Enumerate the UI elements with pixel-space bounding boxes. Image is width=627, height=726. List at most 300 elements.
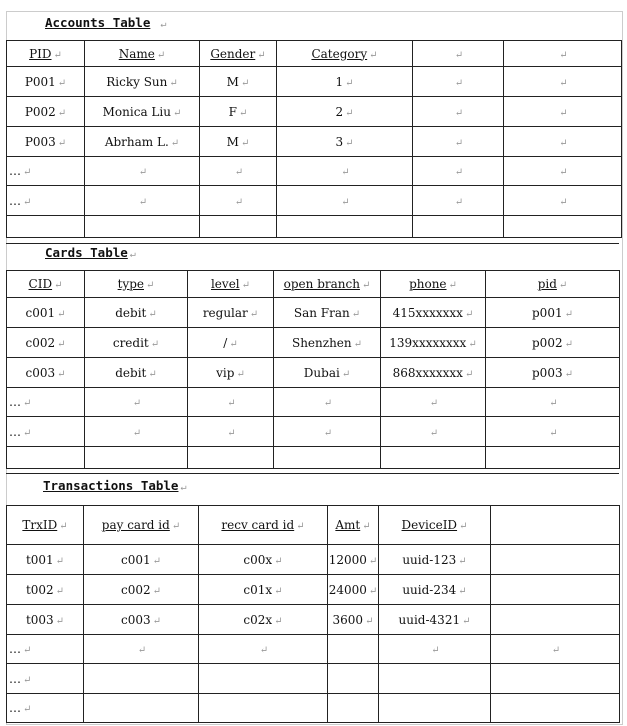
table-header-cell (84, 506, 199, 545)
paragraph-mark-icon: ↵ (146, 280, 155, 291)
paragraph-mark-icon: ↵ (57, 107, 67, 119)
table-cell (7, 216, 85, 238)
paragraph-mark-icon: ↵ (57, 137, 67, 149)
table-cell (85, 186, 200, 216)
paragraph-mark-icon: ↵ (234, 196, 244, 208)
paragraph-mark-icon: ↵ (172, 107, 182, 119)
paragraph-mark-icon: ↵ (234, 167, 244, 178)
paragraph-mark-icon: ↵ (454, 167, 464, 178)
table-cell (199, 545, 328, 575)
paragraph-mark-icon: ↵ (362, 521, 371, 532)
table-cell (188, 447, 274, 469)
table-row (7, 417, 620, 447)
accounts-table (6, 40, 622, 238)
table-cell (379, 545, 491, 575)
paragraph-mark-icon: ↵ (57, 308, 66, 320)
cell-text: c02x (243, 612, 273, 627)
cell-text: Monica Liu (102, 104, 171, 119)
cell-text: San Fran (293, 305, 350, 320)
paragraph-mark-icon: ↵ (23, 645, 32, 656)
cell-text: c00x (243, 552, 273, 567)
paragraph-mark-icon: ↵ (559, 77, 568, 89)
cell-text: t002 (25, 582, 54, 597)
table-cell (7, 388, 85, 417)
table-cell (7, 127, 85, 157)
table-cell (413, 157, 504, 186)
cell-text: c002 (120, 582, 151, 597)
cell-text: / (223, 335, 228, 350)
paragraph-mark-icon: ↵ (259, 645, 269, 656)
table-cell (84, 694, 199, 723)
accounts-table-title: Accounts Table ↵ (45, 15, 167, 30)
cell-text: … (9, 193, 21, 208)
table-cell (85, 157, 200, 186)
paragraph-mark-icon: ↵ (341, 196, 350, 208)
paragraph-mark-icon: ↵ (464, 308, 474, 320)
paragraph-mark-icon: ↵ (152, 585, 161, 597)
cell-text: DeviceID (401, 518, 458, 532)
table-cell (7, 97, 85, 127)
table-cell (486, 447, 620, 469)
cell-text: c001 (120, 552, 151, 567)
table-cell (381, 417, 486, 447)
table-cell (504, 157, 622, 186)
paragraph-mark-icon: ↵ (274, 615, 283, 627)
cell-text: uuid-123 (402, 552, 457, 567)
paragraph-mark-icon: ↵ (138, 167, 148, 178)
table-cell (200, 97, 277, 127)
paragraph-mark-icon: ↵ (171, 521, 181, 532)
table-cell (277, 186, 413, 216)
table-row (7, 67, 622, 97)
table-cell (7, 447, 85, 469)
cards-table (6, 270, 620, 469)
table-cell (7, 67, 85, 97)
table-cell (85, 216, 200, 238)
table-cell (381, 358, 486, 388)
table-row (7, 157, 622, 186)
table-cell (7, 328, 85, 358)
table-cell (188, 417, 274, 447)
paragraph-mark-icon: ↵ (169, 77, 178, 89)
table-cell (491, 605, 620, 635)
paragraph-mark-icon: ↵ (55, 585, 65, 597)
paragraph-mark-icon: ↵ (341, 368, 351, 380)
cell-text: TrxID (22, 518, 58, 532)
paragraph-mark-icon: ↵ (152, 555, 161, 567)
paragraph-mark-icon: ↵ (238, 107, 248, 119)
paragraph-mark-icon: ↵ (353, 338, 363, 350)
table-cell (486, 388, 620, 417)
paragraph-mark-icon: ↵ (132, 427, 142, 439)
paragraph-mark-icon: ↵ (365, 615, 374, 627)
cell-text: c002 (25, 335, 56, 350)
paragraph-mark-icon: ↵ (558, 280, 568, 291)
cell-text: open branch (283, 277, 360, 291)
cell-text: p003 (532, 365, 563, 380)
table-cell (84, 664, 199, 694)
table-cell (486, 298, 620, 328)
cell-text: 12000 (328, 552, 367, 567)
cell-text: uuid-4321 (398, 612, 461, 627)
table-row (7, 298, 620, 328)
paragraph-mark-icon: ↵ (54, 280, 63, 291)
paragraph-mark-icon: ↵ (454, 77, 464, 89)
table-cell (277, 97, 413, 127)
table-cell (381, 298, 486, 328)
cell-text: pay card id (101, 518, 170, 532)
table-cell (7, 694, 84, 723)
paragraph-mark-icon: ↵ (23, 398, 32, 409)
table-header-cell (199, 506, 328, 545)
table-cell (85, 358, 188, 388)
cell-text: vip (216, 365, 235, 380)
paragraph-mark-icon: ↵ (564, 368, 573, 380)
paragraph-mark-icon: ↵ (551, 645, 561, 656)
paragraph-mark-icon: ↵ (459, 521, 468, 532)
cell-text: 868xxxxxxx (392, 365, 463, 380)
paragraph-mark-icon: ↵ (549, 398, 558, 409)
paragraph-mark-icon: ↵ (150, 338, 160, 350)
table-row (7, 694, 620, 723)
cards-table-title: Cards Table ↵ (45, 245, 136, 260)
paragraph-mark-icon: ↵ (257, 49, 266, 61)
paragraph-mark-icon: ↵ (23, 167, 32, 178)
table-row (7, 545, 620, 575)
table-cell (413, 67, 504, 97)
paragraph-mark-icon: ↵ (559, 167, 568, 178)
table-cell (274, 328, 381, 358)
paragraph-mark-icon: ↵ (57, 338, 66, 350)
table-cell (379, 575, 491, 605)
table-header-cell (486, 271, 620, 298)
table-row (7, 605, 620, 635)
cell-text: Amt (335, 518, 361, 532)
table-cell (277, 157, 413, 186)
table-header-cell (491, 506, 620, 545)
cell-text: Ricky Sun (106, 74, 168, 89)
paragraph-mark-icon: ↵ (549, 427, 558, 439)
cell-text: 1 (335, 74, 344, 89)
table-cell (85, 388, 188, 417)
cell-text: Abrham L. (104, 134, 169, 149)
table-cell (486, 417, 620, 447)
table-cell (7, 664, 84, 694)
cell-text: P003 (24, 134, 56, 149)
cell-text: M (226, 74, 239, 89)
table-cell (199, 575, 328, 605)
table-cell (85, 328, 188, 358)
paragraph-mark-icon: ↵ (559, 49, 568, 61)
paragraph-mark-icon: ↵ (429, 398, 439, 409)
table-header-cell (7, 41, 85, 67)
table-cell (7, 545, 84, 575)
cell-text: t003 (25, 612, 54, 627)
cell-text: Name (118, 46, 155, 61)
paragraph-mark-icon: ↵ (23, 674, 32, 686)
table-row (7, 127, 622, 157)
table-cell (199, 635, 328, 664)
table-cell (328, 635, 379, 664)
cell-text: c001 (25, 305, 56, 320)
paragraph-mark-icon: ↵ (345, 107, 354, 119)
paragraph-mark-icon: ↵ (464, 368, 474, 380)
paragraph-mark-icon: ↵ (57, 368, 66, 380)
table-cell (84, 635, 199, 664)
table-cell (188, 358, 274, 388)
table-cell (486, 328, 620, 358)
table-cell (277, 216, 413, 238)
table-cell (491, 664, 620, 694)
table-cell (277, 127, 413, 157)
paragraph-mark-icon: ↵ (323, 427, 333, 439)
cell-text: t001 (25, 552, 54, 567)
paragraph-mark-icon: ↵ (564, 308, 573, 320)
table-cell (84, 545, 199, 575)
table-cell (199, 694, 328, 723)
section-divider (6, 243, 619, 244)
paragraph-mark-icon: ↵ (559, 137, 568, 149)
cell-text: Shenzhen (291, 335, 352, 350)
transactions-table (6, 505, 620, 723)
table-cell (381, 328, 486, 358)
paragraph-mark-icon: ↵ (559, 196, 568, 208)
paragraph-mark-icon: ↵ (296, 521, 305, 532)
table-cell (381, 388, 486, 417)
cell-text: credit (112, 335, 149, 350)
table-header-cell (504, 41, 622, 67)
paragraph-mark-icon: ↵ (23, 196, 32, 208)
paragraph-mark-icon: ↵ (249, 308, 259, 320)
cell-text: Dubai (303, 365, 340, 380)
table-header-cell (413, 41, 504, 67)
table-row (7, 97, 622, 127)
transactions-table-title: Transactions Table ↵ (43, 478, 187, 493)
table-header-cell (188, 271, 274, 298)
table-cell (328, 545, 379, 575)
cell-text: … (9, 424, 21, 439)
cell-text: Gender (210, 46, 256, 61)
paragraph-mark-icon: ↵ (454, 107, 464, 119)
cell-text: 3600 (332, 612, 364, 627)
cell-text: F (228, 104, 237, 119)
paragraph-mark-icon: ↵ (274, 555, 283, 567)
paragraph-mark-icon: ↵ (341, 167, 350, 178)
paragraph-mark-icon: ↵ (160, 19, 167, 30)
section-divider (6, 473, 619, 474)
table-cell (504, 186, 622, 216)
table-cell (491, 694, 620, 723)
cell-text: debit (115, 365, 147, 380)
paragraph-mark-icon: ↵ (180, 482, 187, 493)
table-cell (379, 664, 491, 694)
table-row (7, 447, 620, 469)
paragraph-mark-icon: ↵ (454, 137, 464, 149)
paragraph-mark-icon: ↵ (323, 398, 333, 409)
table-cell (274, 388, 381, 417)
table-header-row (7, 41, 622, 67)
table-cell (379, 605, 491, 635)
paragraph-mark-icon: ↵ (236, 368, 245, 380)
table-header-cell (7, 271, 85, 298)
table-cell (328, 575, 379, 605)
table-cell (85, 298, 188, 328)
table-cell (328, 605, 379, 635)
table-header-cell (85, 41, 200, 67)
table-header-cell (200, 41, 277, 67)
paragraph-mark-icon: ↵ (132, 398, 142, 409)
table-cell (491, 575, 620, 605)
table-cell (7, 575, 84, 605)
cell-text: CID (28, 277, 53, 291)
paragraph-mark-icon: ↵ (369, 49, 378, 61)
table-cell (328, 694, 379, 723)
cell-text: … (9, 164, 21, 178)
table-cell (379, 635, 491, 664)
cell-text: recv card id (221, 518, 295, 532)
table-header-row (7, 271, 620, 298)
paragraph-mark-icon: ↵ (55, 555, 65, 567)
cell-text: 139xxxxxxxx (389, 335, 467, 350)
paragraph-mark-icon: ↵ (274, 585, 283, 597)
cell-text: pid (537, 277, 557, 291)
table-cell (413, 186, 504, 216)
paragraph-mark-icon: ↵ (240, 77, 250, 89)
cell-text: … (9, 395, 21, 409)
cell-text: P002 (24, 104, 56, 119)
table-cell (274, 447, 381, 469)
table-cell (413, 216, 504, 238)
cell-text: level (210, 277, 240, 291)
table-header-cell (85, 271, 188, 298)
cell-text: M (226, 134, 239, 149)
paragraph-mark-icon: ↵ (137, 645, 147, 656)
cell-text: 415xxxxxxx (392, 305, 463, 320)
paragraph-mark-icon: ↵ (57, 77, 67, 89)
table-cell (381, 447, 486, 469)
table-cell (413, 97, 504, 127)
paragraph-mark-icon: ↵ (458, 555, 467, 567)
table-header-cell (274, 271, 381, 298)
paragraph-mark-icon: ↵ (53, 49, 62, 61)
table-cell (7, 417, 85, 447)
paragraph-mark-icon: ↵ (152, 615, 161, 627)
table-cell (7, 298, 85, 328)
paragraph-mark-icon: ↵ (241, 280, 251, 291)
table-cell (486, 358, 620, 388)
table-cell (504, 97, 622, 127)
paragraph-mark-icon: ↵ (468, 338, 477, 350)
paragraph-mark-icon: ↵ (23, 427, 32, 439)
table-cell (200, 216, 277, 238)
cell-text: c003 (25, 365, 56, 380)
cell-text: 3 (335, 134, 344, 149)
table-cell (491, 545, 620, 575)
paragraph-mark-icon: ↵ (156, 49, 166, 61)
paragraph-mark-icon: ↵ (462, 615, 471, 627)
paragraph-mark-icon: ↵ (59, 521, 68, 532)
paragraph-mark-icon: ↵ (458, 585, 467, 597)
paragraph-mark-icon: ↵ (129, 249, 136, 260)
cell-text: regular (202, 305, 248, 320)
table-header-cell (277, 41, 413, 67)
table-cell (199, 605, 328, 635)
table-cell (200, 67, 277, 97)
table-cell (274, 298, 381, 328)
paragraph-mark-icon: ↵ (368, 555, 378, 567)
table-row (7, 388, 620, 417)
table-cell (188, 388, 274, 417)
table-cell (85, 447, 188, 469)
table-row (7, 186, 622, 216)
table-header-cell (328, 506, 379, 545)
cell-text: Category (311, 46, 368, 61)
cell-text: p001 (532, 305, 563, 320)
cell-text: type (117, 277, 144, 291)
table-row (7, 216, 622, 238)
table-header-cell (381, 271, 486, 298)
paragraph-mark-icon: ↵ (170, 137, 180, 149)
table-cell (504, 127, 622, 157)
paragraph-mark-icon: ↵ (454, 49, 464, 61)
cell-text: P001 (24, 74, 56, 89)
table-cell (504, 216, 622, 238)
table-cell (188, 298, 274, 328)
table-cell (274, 358, 381, 388)
paragraph-mark-icon: ↵ (448, 280, 457, 291)
table-cell (7, 605, 84, 635)
paragraph-mark-icon: ↵ (429, 427, 439, 439)
paragraph-mark-icon: ↵ (229, 338, 238, 350)
paragraph-mark-icon: ↵ (351, 308, 361, 320)
paragraph-mark-icon: ↵ (55, 615, 65, 627)
cell-text: 24000 (328, 582, 367, 597)
table-cell (7, 186, 85, 216)
table-cell (413, 127, 504, 157)
paragraph-mark-icon: ↵ (454, 196, 464, 208)
table-cell (7, 157, 85, 186)
table-cell (7, 635, 84, 664)
cell-text: 2 (335, 104, 344, 119)
paragraph-mark-icon: ↵ (345, 77, 354, 89)
table-row (7, 328, 620, 358)
table-cell (85, 127, 200, 157)
table-cell (200, 186, 277, 216)
cell-text: debit (115, 305, 147, 320)
cell-text: … (9, 701, 21, 715)
table-cell (188, 328, 274, 358)
table-header-cell (7, 506, 84, 545)
paragraph-mark-icon: ↵ (148, 368, 157, 380)
paragraph-mark-icon: ↵ (345, 137, 354, 149)
paragraph-mark-icon: ↵ (227, 427, 236, 439)
table-cell (274, 417, 381, 447)
cell-text: … (9, 671, 21, 686)
cell-text: phone (409, 277, 447, 291)
paragraph-mark-icon: ↵ (559, 107, 568, 119)
table-cell (85, 417, 188, 447)
table-row (7, 664, 620, 694)
paragraph-mark-icon: ↵ (368, 585, 378, 597)
cell-text: p002 (532, 335, 563, 350)
paragraph-mark-icon: ↵ (240, 137, 250, 149)
paragraph-mark-icon: ↵ (564, 338, 573, 350)
table-cell (200, 127, 277, 157)
table-cell (379, 694, 491, 723)
table-header-row (7, 506, 620, 545)
cell-text: c01x (243, 582, 273, 597)
table-cell (199, 664, 328, 694)
